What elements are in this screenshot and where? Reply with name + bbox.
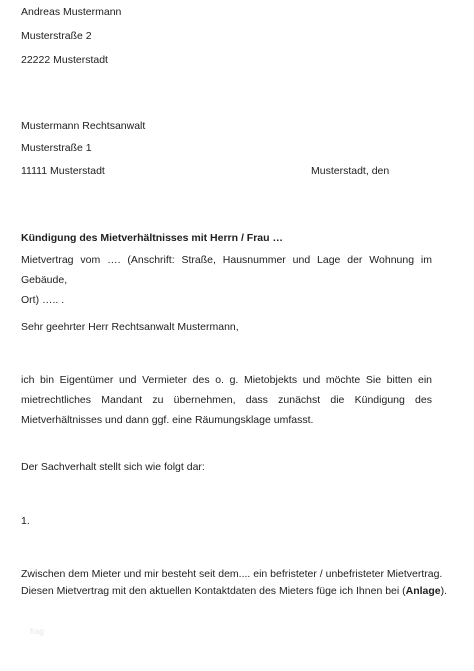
body-line: Mietverhältnisses und dann ggf. eine Räumungsklage umfasst. — [21, 414, 314, 426]
contract-text: Diesen Mietvertrag mit den aktuellen Kontaktdaten des Mieters füge ich Ihnen bei ( — [21, 585, 406, 597]
recipient-street: Musterstraße 1 — [21, 142, 92, 154]
contract-reference-line: Ort) ….. . — [21, 294, 65, 306]
facts-intro: Der Sachverhalt stellt sich wie folgt dar: — [21, 461, 205, 473]
body-line: ich bin Eigentümer und Vermieter des o. g. Mietobjekts und möchte Sie bitten ein — [21, 374, 432, 386]
item-number: 1. — [21, 515, 30, 527]
body-paragraph — [21, 370, 432, 430]
attachment-label: Anlage — [405, 585, 441, 597]
recipient-city: 11111 Musterstadt — [21, 165, 105, 177]
sender-city: 22222 Musterstadt — [21, 54, 108, 66]
contract-text-end: ). — [440, 585, 448, 597]
place-date: Musterstadt, den — [311, 165, 390, 177]
salutation: Sehr geehrter Herr Rechtsanwalt Mustermann, — [21, 321, 239, 333]
watermark: frag — [30, 627, 44, 636]
recipient-name: Mustermann Rechtsanwalt — [21, 120, 146, 132]
contract-reference-line: Mietvertrag vom …. (Anschrift: Straße, Hausnummer und Lage der Wohnung im Gebäude, — [21, 254, 432, 286]
contract-paragraph-line1: Zwischen dem Mieter und mir besteht seit dem.... ein befristeter / unbefristeter Mietvertrag. — [21, 568, 443, 580]
sender-name: Andreas Mustermann — [21, 6, 122, 18]
contract-reference — [21, 250, 432, 310]
body-line: mietrechtliches Mandant zu übernehmen, dass zunächst die Kündigung des — [21, 394, 432, 406]
contract-paragraph-line2 — [21, 585, 447, 598]
sender-street: Musterstraße 2 — [21, 30, 92, 42]
subject-line: Kündigung des Mietverhältnisses mit Herrn / Frau … — [21, 232, 283, 244]
